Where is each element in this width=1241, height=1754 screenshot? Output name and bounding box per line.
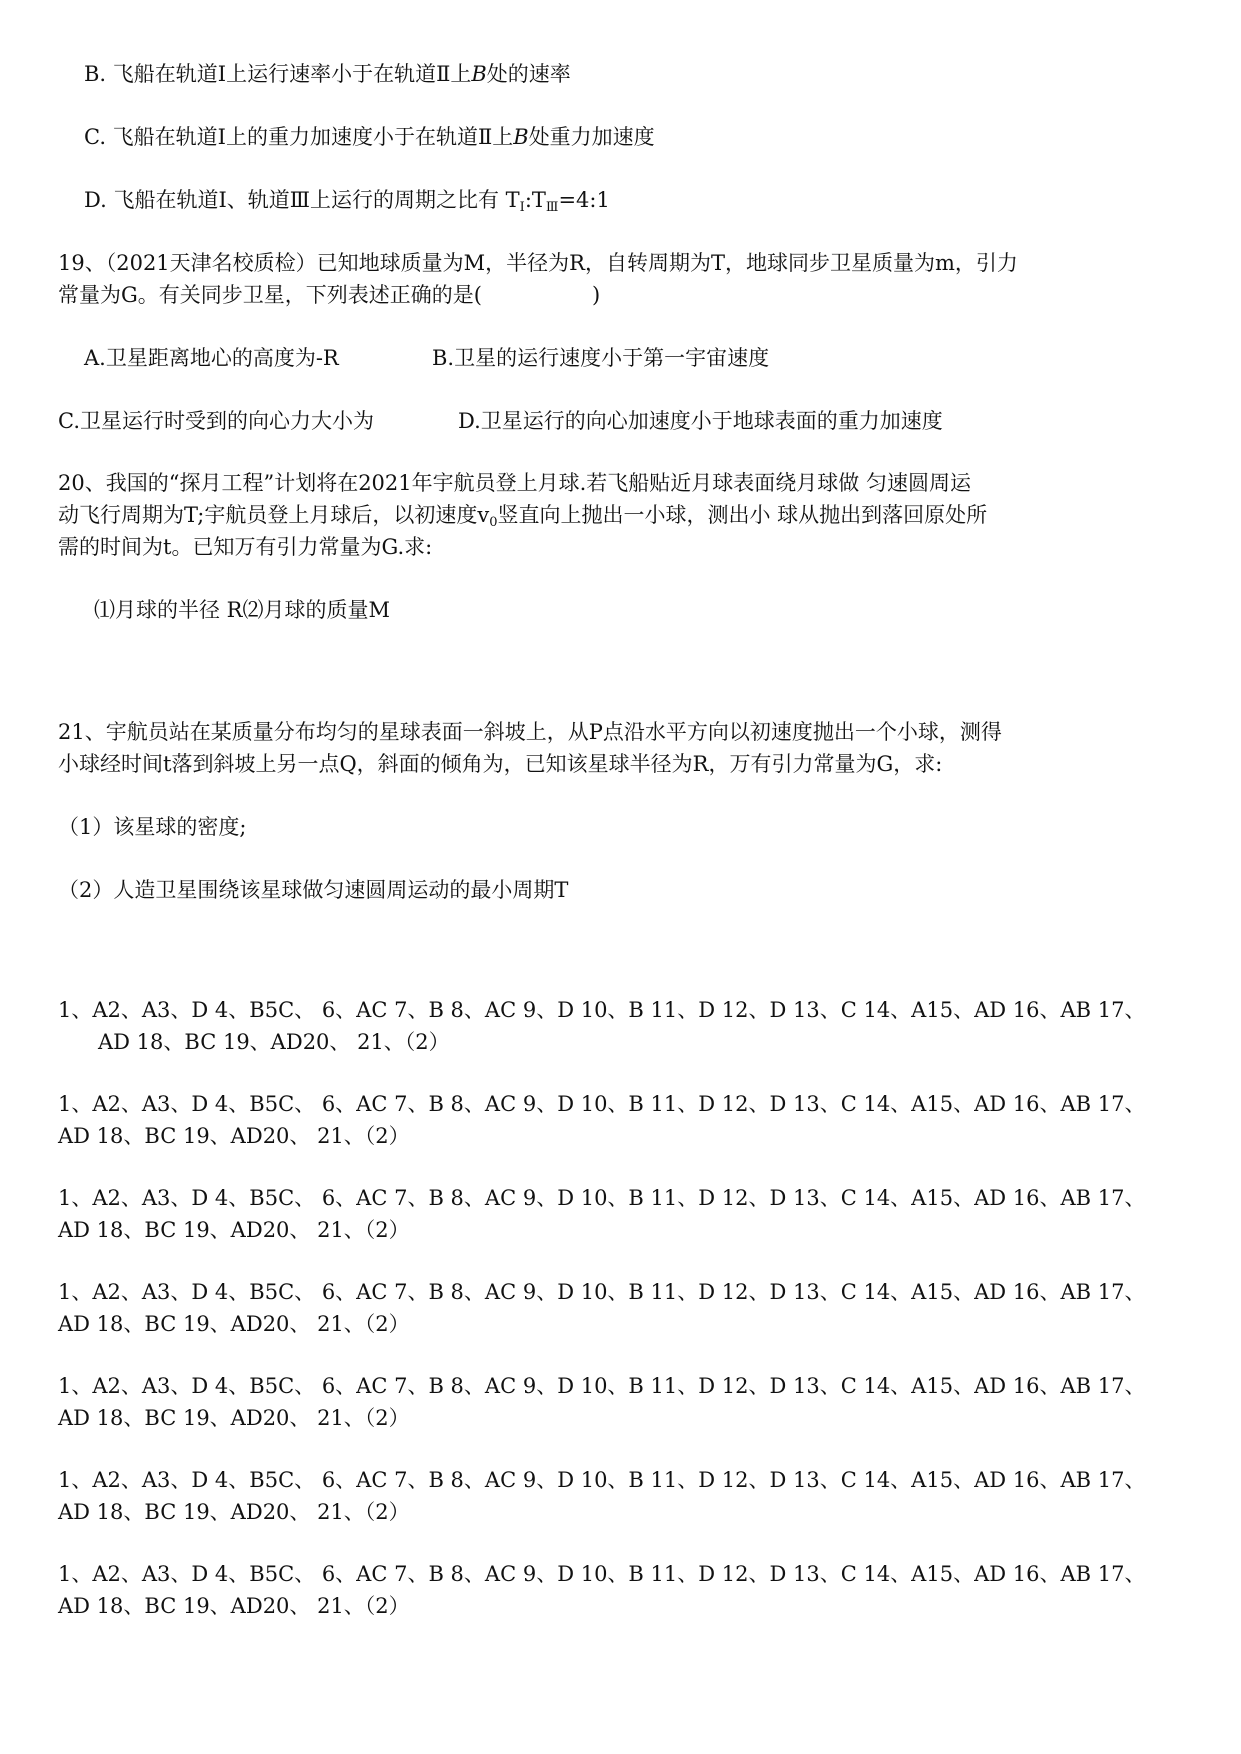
q19-option-d: D.卫星运行的向心加速度小于地球表面的重力加速度: [458, 409, 943, 433]
q18-option-c: [84, 121, 655, 153]
q21-subquestion-2: （2）人造卫星围绕该星球做匀速圆周运动的最小周期T: [58, 878, 569, 902]
answer-key-block: [58, 1182, 1188, 1246]
q18-option-c-pre: C. 飞船在轨道Ⅰ上的重力加速度小于在轨道Ⅱ上: [84, 125, 514, 149]
q20-subquestions: ⑴月球的半径 R⑵月球的质量M: [94, 598, 390, 622]
q20-v0-sub: 0: [489, 515, 498, 530]
q18-option-d: [84, 184, 610, 216]
q20-stem-line2b: 竖直向上抛出一小球，测出小 球从抛出到落回原处所: [497, 503, 988, 527]
q19-stem-line2b: ): [591, 283, 601, 307]
q19-stem-line2: [58, 279, 600, 311]
q18-option-b-pre: B. 飞船在轨道Ⅰ上运行速率小于在轨道Ⅱ上: [84, 62, 472, 86]
q21-stem-line2: 小球经时间t落到斜坡上另一点Q，斜面的倾角为，已知该星球半径为R，万有引力常量为G，求:: [58, 752, 943, 776]
q19-stem-line1: 19、（2021天津名校质检）已知地球质量为M，半径为R，自转周期为T，地球同步卫星质量为m，引力: [58, 251, 1018, 275]
q19-option-b: B.卫星的运行速度小于第一宇宙速度: [432, 346, 770, 370]
q18-option-d-pre: D. 飞船在轨道Ⅰ、轨道Ⅲ上运行的周期之比有 T: [84, 188, 520, 212]
q18-option-d-post: =4:1: [558, 188, 610, 212]
answer-key-block: [58, 994, 1188, 1058]
q18-option-d-sub2: Ⅲ: [545, 200, 559, 215]
answer-key-block: [58, 1370, 1188, 1434]
q20-stem-line3: 需的时间为t。已知万有引力常量为G.求:: [58, 535, 433, 559]
q20-stem-line1: 20、我国的“探月工程”计划将在2021年宇航员登上月球.若飞船贴近月球表面绕月球做 匀速圆周运: [58, 471, 971, 495]
answer-key-block: [58, 1276, 1188, 1340]
q18-option-b-var: B: [471, 62, 487, 86]
q21-stem-line1: 21、宇航员站在某质量分布均匀的星球表面一斜坡上，从P点沿水平方向以初速度抛出一个小球，测得: [58, 720, 1002, 744]
answer-key-line2: AD 18、BC 19、AD20、 21、（2）: [58, 1218, 410, 1242]
answer-key-line2: AD 18、BC 19、AD20、 21、（2）: [58, 1594, 410, 1618]
q21-subquestion-1: （1）该星球的密度;: [58, 815, 247, 839]
q18-option-d-mid: :T: [524, 188, 546, 212]
answer-key-line2: AD 18、BC 19、AD20、 21、（2）: [58, 1406, 410, 1430]
q20-stem-line2a: 动飞行周期为T;宇航员登上月球后，以初速度: [58, 503, 478, 527]
q18-option-c-var: B: [513, 125, 529, 149]
answer-key-line1: 1、A2、A3、D 4、B5C、 6、AC 7、B 8、AC 9、D 10、B 11、D 12、D 13、C 14、A15、AD 16、AB 17、: [58, 1374, 1146, 1398]
answer-key-line1: 1、A2、A3、D 4、B5C、 6、AC 7、B 8、AC 9、D 10、B 11、D 12、D 13、C 14、A15、AD 16、AB 17、: [58, 1092, 1146, 1116]
answer-key-block: [58, 1088, 1188, 1152]
q20-v0-base: v: [477, 503, 490, 527]
q18-option-d-sub1: Ⅰ: [519, 200, 525, 215]
answer-key-line1: 1、A2、A3、D 4、B5C、 6、AC 7、B 8、AC 9、D 10、B 11、D 12、D 13、C 14、A15、AD 16、AB 17、: [58, 1186, 1146, 1210]
answer-key-line1: 1、A2、A3、D 4、B5C、 6、AC 7、B 8、AC 9、D 10、B 11、D 12、D 13、C 14、A15、AD 16、AB 17、: [58, 1468, 1146, 1492]
answer-key-line2: AD 18、BC 19、AD20、 21、（2）: [58, 1312, 410, 1336]
answer-key-block: [58, 1464, 1188, 1528]
answer-key-line1: 1、A2、A3、D 4、B5C、 6、AC 7、B 8、AC 9、D 10、B 11、D 12、D 13、C 14、A15、AD 16、AB 17、: [58, 1562, 1146, 1586]
q18-option-b-post: 处的速率: [486, 62, 571, 86]
answer-key-line1: 1、A2、A3、D 4、B5C、 6、AC 7、B 8、AC 9、D 10、B 11、D 12、D 13、C 14、A15、AD 16、AB 17、: [58, 1280, 1146, 1304]
answer-key-line2: AD 18、BC 19、AD20、 21、（2）: [58, 1500, 410, 1524]
answer-key-line1: 1、A2、A3、D 4、B5C、 6、AC 7、B 8、AC 9、D 10、B 11、D 12、D 13、C 14、A15、AD 16、AB 17、: [58, 998, 1146, 1022]
answer-key-line2: AD 18、BC 19、AD20、 21、（2）: [98, 1030, 450, 1054]
q18-option-c-post: 处重力加速度: [528, 125, 655, 149]
q19-stem-line2a: 常量为G。有关同步卫星，下列表述正确的是(: [58, 283, 482, 307]
q20-stem-line2: [58, 499, 987, 531]
q19-option-a: A.卫星距离地心的高度为-R: [84, 346, 339, 370]
answer-key-line2: AD 18、BC 19、AD20、 21、（2）: [58, 1124, 410, 1148]
answer-key-block: [58, 1558, 1188, 1622]
q18-option-b: [84, 58, 571, 90]
q19-option-c: C.卫星运行时受到的向心力大小为: [58, 409, 374, 433]
